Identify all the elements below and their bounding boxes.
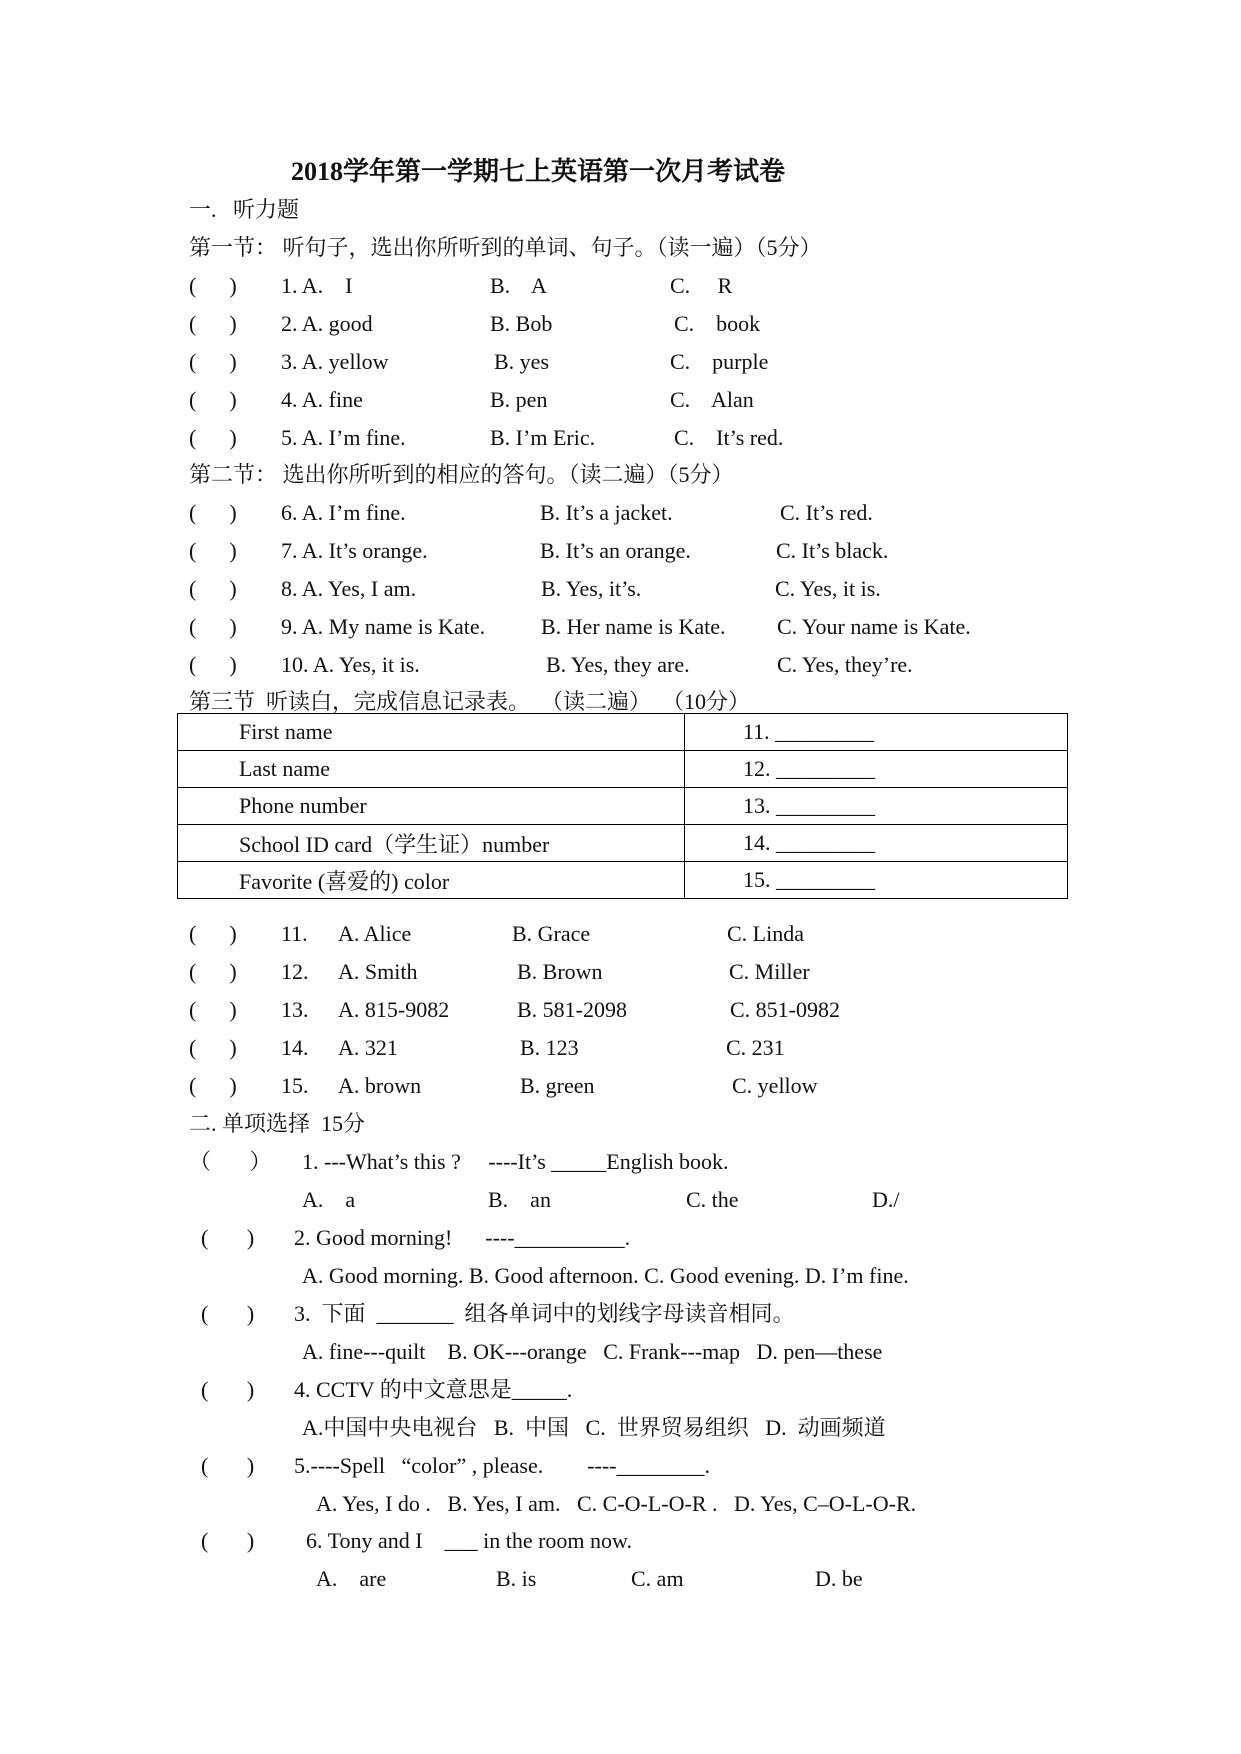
option-a: 6. A. I’m fine. [281, 500, 406, 525]
answer-bracket[interactable]: ( ) [201, 1377, 255, 1402]
option-b: B. It’s an orange. [540, 538, 691, 563]
option-c: C. It’s red. [780, 500, 873, 525]
option-c: C. Yes, it is. [775, 576, 881, 601]
table-blank[interactable]: 13. _________ [685, 788, 1068, 825]
answer-bracket[interactable]: ( ) [189, 921, 237, 946]
answer-bracket[interactable]: ( ) [201, 1453, 255, 1478]
question-number: 12. [281, 959, 309, 984]
question-stem: 5.----Spell “color” , please. ----________. [294, 1453, 711, 1478]
question-options: A.中国中央电视台 B. 中国 C. 世界贸易组织 D. 动画频道 [302, 1415, 886, 1440]
question-stem: 6. Tony and I ___ in the room now. [306, 1528, 632, 1553]
option-a: 8. A. Yes, I am. [281, 576, 417, 601]
table-row [178, 825, 1068, 862]
table-label: Phone number [178, 788, 685, 825]
option-b: B. green [520, 1073, 595, 1098]
option-a: 10. A. Yes, it is. [281, 652, 420, 677]
option-b: B. an [488, 1187, 551, 1212]
option-c: C. Alan [670, 387, 754, 412]
table-label: Last name [178, 751, 685, 788]
option-a: 4. A. fine [281, 387, 363, 412]
option-b: B. is [496, 1566, 537, 1591]
question-number: 14. [281, 1035, 309, 1060]
option-c: C. Linda [727, 921, 804, 946]
option-c: C. book [674, 311, 761, 336]
answer-bracket[interactable]: ( ) [189, 959, 237, 984]
answer-bracket[interactable]: ( ) [201, 1301, 255, 1326]
option-d: D./ [872, 1187, 900, 1212]
answer-bracket[interactable]: ( ) [189, 273, 237, 298]
answer-bracket[interactable]: ( ) [189, 652, 237, 677]
option-d: D. be [815, 1566, 863, 1591]
answer-bracket[interactable]: ( ) [201, 1225, 255, 1250]
answer-bracket[interactable]: ( ) [189, 387, 237, 412]
question-stem: 2. Good morning! ----__________. [294, 1225, 631, 1250]
answer-bracket[interactable]: ( ) [189, 614, 237, 639]
question-options: A. Yes, I do . B. Yes, I am. C. C-O-L-O-R . D. Yes, C–O-L-O-R. [316, 1491, 917, 1516]
answer-bracket[interactable]: ( ) [189, 349, 237, 374]
option-c: C. the [686, 1187, 739, 1212]
answer-bracket[interactable]: ( ) [189, 1035, 237, 1060]
option-a: A. Alice [338, 921, 412, 946]
option-b: B. I’m Eric. [490, 425, 596, 450]
table-label: School ID card（学生证）number [178, 825, 685, 862]
option-b: B. Grace [512, 921, 591, 946]
option-b: B. A [490, 273, 547, 298]
question-stem: 1. ---What’s this ? ----It’s _____English book. [302, 1149, 729, 1174]
question-number: 15. [281, 1073, 309, 1098]
option-c: C. It’s black. [776, 538, 889, 563]
answer-bracket[interactable]: ( ) [189, 576, 237, 601]
option-c: C. 851-0982 [730, 997, 840, 1022]
option-a: 3. A. yellow [281, 349, 389, 374]
answer-bracket[interactable]: ( ) [189, 311, 237, 336]
answer-bracket[interactable]: ( ) [189, 538, 237, 563]
option-b: B. Brown [517, 959, 603, 984]
answer-bracket[interactable]: ( ) [189, 500, 237, 525]
option-c: C. Miller [729, 959, 810, 984]
question-options: A. Good morning. B. Good afternoon. C. Good evening. D. I’m fine. [302, 1263, 909, 1288]
option-a: 5. A. I’m fine. [281, 425, 406, 450]
option-a: A. 815-9082 [338, 997, 450, 1022]
part2-heading: 二. 单项选择 15分 [189, 1111, 366, 1136]
table-row [178, 714, 1068, 751]
option-c: C. purple [670, 349, 769, 374]
option-a: 2. A. good [281, 311, 373, 336]
table-label: Favorite (喜爱的) color [178, 862, 685, 899]
option-a: 1. A. I [281, 273, 353, 298]
option-a: A. a [302, 1187, 356, 1212]
question-stem: 4. CCTV 的中文意思是_____. [294, 1377, 573, 1402]
question-stem: 3. 下面 _______ 组各单词中的划线字母读音相同。 [294, 1301, 795, 1326]
option-c: C. yellow [732, 1073, 818, 1098]
option-b: B. Yes, it’s. [541, 576, 642, 601]
table-blank[interactable]: 11. _________ [685, 714, 1068, 751]
table-blank[interactable]: 12. _________ [685, 751, 1068, 788]
part1-heading: 一. 听力题 [189, 197, 300, 222]
info-record-table [177, 713, 1068, 899]
option-c: C. It’s red. [674, 425, 784, 450]
option-c: C. Your name is Kate. [777, 614, 971, 639]
option-a: 7. A. It’s orange. [281, 538, 428, 563]
option-c: C. Yes, they’re. [777, 652, 913, 677]
option-b: B. Yes, they are. [546, 652, 690, 677]
question-number: 11. [281, 921, 308, 946]
table-row [178, 788, 1068, 825]
option-a: 9. A. My name is Kate. [281, 614, 486, 639]
answer-bracket[interactable]: ( ) [189, 1073, 237, 1098]
table-blank[interactable]: 15. _________ [685, 862, 1068, 899]
sec2-heading: 第二节： 选出你所听到的相应的答句。（读二遍）（5分） [189, 462, 734, 487]
option-b: B. It’s a jacket. [540, 500, 673, 525]
sec3-heading: 第三节 听读白，完成信息记录表。 （读二遍） （10分） [189, 689, 751, 714]
table-row [178, 751, 1068, 788]
option-c: C. am [631, 1566, 684, 1591]
option-b: B. Her name is Kate. [541, 614, 726, 639]
option-c: C. R [670, 273, 733, 298]
option-b: B. Bob [490, 311, 553, 336]
option-a: A. brown [338, 1073, 422, 1098]
answer-bracket[interactable]: ( ) [189, 997, 237, 1022]
answer-bracket[interactable]: （ ） [189, 1149, 272, 1174]
option-c: C. 231 [726, 1035, 785, 1060]
option-a: A. Smith [338, 959, 418, 984]
option-b: B. yes [494, 349, 549, 374]
sec1-heading: 第一节： 听句子，选出你所听到的单词、句子。（读一遍）（5分） [189, 235, 822, 260]
exam-title: 2018学年第一学期七上英语第一次月考试卷 [291, 157, 786, 186]
option-a: A. 321 [338, 1035, 398, 1060]
answer-bracket[interactable]: ( ) [201, 1528, 255, 1553]
table-row [178, 862, 1068, 899]
question-number: 13. [281, 997, 309, 1022]
question-options: A. fine---quilt B. OK---orange C. Frank---map D. pen—these [302, 1339, 883, 1364]
option-b: B. 123 [520, 1035, 579, 1060]
table-blank[interactable]: 14. _________ [685, 825, 1068, 862]
option-b: B. 581-2098 [517, 997, 627, 1022]
option-b: B. pen [490, 387, 548, 412]
table-label: First name [178, 714, 685, 751]
answer-bracket[interactable]: ( ) [189, 425, 237, 450]
option-a: A. are [316, 1566, 387, 1591]
